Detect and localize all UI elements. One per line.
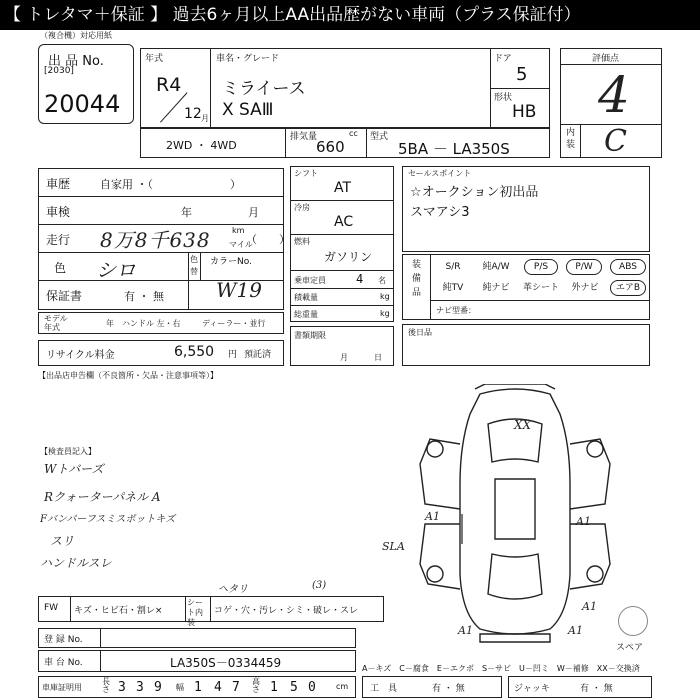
aircon-value: AC	[334, 214, 354, 230]
equip-leather: 革シート	[522, 283, 559, 293]
color-value: シロ	[96, 258, 136, 282]
mileage-label: 走行	[46, 233, 71, 247]
shift-value: AT	[334, 180, 352, 196]
mark-a1-rear-right: A1	[582, 600, 597, 613]
capacity-value: 4	[356, 272, 364, 286]
color-code-label: カラーNo.	[210, 257, 252, 267]
inspector-note-2: Rクォーターパネル A	[44, 490, 161, 504]
sales-point-label: セールスポイント	[408, 169, 472, 178]
recycle-value: 6,550	[174, 344, 215, 360]
seat-mark-2: (3)	[312, 580, 327, 591]
drive-value: 2WD ・ 4WD	[166, 139, 237, 152]
recycle-unit: 円	[228, 350, 238, 360]
model-name: ミライース	[222, 79, 306, 99]
width-digit-1: 1	[194, 680, 202, 695]
inspector-header: 【検査員記入】	[40, 447, 96, 456]
auction-banner: 【 トレタマ＋保証 】 過去6ヶ月以上AA出品歴がない車両（プラス保証付）	[0, 0, 700, 30]
shape-label: 形状	[494, 93, 513, 103]
model-grade: X SAⅢ	[222, 100, 274, 120]
report-header: 【出品店申告欄（不良箇所・欠品・注意事項等）】	[38, 371, 218, 380]
doc-period-label: 書類期限	[294, 331, 326, 340]
tools-value: 有 ・ 無	[432, 684, 465, 694]
length-digit-2: 3	[136, 680, 144, 695]
mark-a1-rear: A1	[568, 624, 583, 637]
doors-value: 5	[516, 64, 528, 85]
color-change-label: 色替	[190, 255, 198, 276]
jack-value: 有 ・ 無	[580, 684, 613, 694]
equip-pw: P/W	[566, 259, 602, 275]
seat-mark-1: ヘタリ	[218, 584, 248, 595]
spare-tire-icon	[618, 606, 648, 636]
shape-value: HB	[512, 102, 537, 122]
equip-tv: 純TV	[442, 283, 464, 293]
mark-a1-right: A1	[576, 515, 591, 528]
weight-label: 総重量	[294, 310, 318, 319]
doc-period-day: 日	[374, 353, 382, 362]
displacement-value: 660	[316, 138, 345, 156]
chassis-value: LA350S－0334459	[170, 656, 282, 670]
mileage-value: 8万8千638	[100, 228, 211, 252]
interior-value: C	[604, 124, 627, 159]
damage-fw-label: FW	[44, 603, 59, 613]
year-label: 年式	[145, 54, 164, 64]
length-digit-3: 9	[154, 680, 162, 695]
model-label: 車名・グレード	[216, 54, 280, 64]
inspection-month-unit: 月	[248, 206, 259, 219]
month-unit: 月	[201, 114, 209, 123]
spare-label: スペア	[616, 643, 644, 653]
navi-model-label: ナビ型番：	[436, 306, 476, 315]
registration-row	[38, 628, 356, 648]
mileage-km: km	[232, 226, 245, 235]
inspection-year-unit: 年	[181, 206, 192, 219]
lot-label: 出 品 No.	[48, 54, 104, 69]
jack-label: ジャッキ	[514, 684, 550, 694]
equip-navi: 純ナビ	[482, 283, 510, 293]
cert-unit: cm	[336, 682, 349, 691]
interior-label: 内装	[566, 128, 576, 150]
tools-label: 工 具	[370, 684, 398, 694]
width-digit-3: 7	[232, 680, 240, 695]
year-value: R4	[156, 74, 182, 96]
inspector-note-4: スリ	[50, 534, 75, 548]
recycle-label: リサイクル料金	[46, 350, 115, 361]
chassis-label: 車 台 No.	[44, 658, 83, 668]
inspector-note-5: ハンドルスレ	[40, 556, 112, 570]
doc-period-month: 月	[340, 353, 348, 362]
width-digit-2: 4	[214, 680, 222, 695]
equip-airbag: エアB	[610, 280, 646, 296]
warranty-value: 有 ・ 無	[124, 290, 164, 303]
length-label: 長さ	[102, 677, 110, 694]
mileage-paren: （ ）	[246, 233, 290, 246]
aftermarket-label: 後日品	[408, 328, 432, 337]
score-label: 評価点	[592, 54, 620, 64]
model-year-unit: 年	[106, 319, 114, 328]
dealer-type: ディーラー・並行	[202, 319, 266, 328]
fuel-label: 燃料	[294, 237, 310, 246]
equipment-label: 装備品	[412, 260, 422, 298]
height-digit-1: 1	[270, 680, 278, 695]
height-label: 高さ	[252, 677, 260, 694]
height-digit-2: 5	[290, 680, 298, 695]
mark-a1-rear-left: A1	[458, 624, 473, 637]
load-unit: kg	[380, 292, 390, 301]
doors-label: ドア	[494, 54, 512, 64]
registration-label: 登 録 No.	[44, 635, 83, 645]
score-value: 4	[598, 66, 630, 124]
aftermarket-box	[402, 324, 650, 366]
recycle-deposit: 預託済	[244, 350, 272, 360]
length-digit-1: 3	[118, 680, 126, 695]
warranty-label: 保証書	[46, 289, 83, 303]
seat-items: コゲ・穴・汚レ・シミ・破レ・スレ	[214, 606, 359, 616]
type-value: 5BA － LA350S	[398, 140, 510, 158]
history-value: 自家用 ・（ ）	[100, 178, 241, 191]
sales-point-line2: スマアシ3	[410, 205, 470, 220]
damage-legend: A－キズ C－腐食 E－エクボ S－サビ U－凹ミ W－補修 XX－交換済	[362, 664, 640, 673]
equip-abs: ABS	[610, 259, 646, 275]
equip-alloy: 純A/W	[482, 262, 510, 272]
displacement-unit: cc	[349, 129, 358, 138]
inspection-label: 車検	[46, 205, 71, 219]
lot-code: [2030]	[44, 66, 74, 76]
color-code-value: W19	[216, 278, 263, 302]
equip-sr: S/R	[445, 262, 461, 272]
mark-sla: SLA	[382, 540, 405, 553]
damage-fw-items: キズ・ヒビ石・割レ×	[74, 606, 163, 616]
fuel-value: ガソリン	[324, 250, 373, 264]
history-label: 車歴	[46, 177, 71, 191]
displacement-label: 排気量	[290, 132, 318, 142]
capacity-unit: 名	[378, 276, 386, 285]
color-label: 色	[54, 261, 67, 275]
height-digit-3: 0	[308, 680, 316, 695]
aircon-label: 冷房	[294, 203, 310, 212]
mark-xx: XX	[514, 418, 532, 432]
shift-label: シフト	[294, 169, 318, 178]
mark-a1-left: A1	[425, 510, 440, 523]
inspector-note-1: Wトバーズ	[44, 462, 104, 476]
mileage-mile: マイル	[229, 240, 253, 249]
handle-side: ハンドル 左・右	[122, 319, 181, 328]
year-month: 12	[184, 106, 202, 122]
inspector-note-3: Fバンパーフスミスポットキズ	[40, 514, 176, 525]
width-label: 幅	[176, 683, 184, 692]
cert-label: 車庫証明用	[42, 683, 82, 692]
equip-ext-navi: 外ナビ	[571, 283, 599, 293]
seat-label: シート内装	[187, 598, 203, 627]
paper-note: （複合機）対応用紙	[40, 31, 112, 40]
lot-number: 20044	[44, 90, 121, 118]
equip-ps: P/S	[524, 259, 558, 275]
capacity-label: 乗車定員	[294, 276, 326, 285]
sales-point-line1: ☆オークション初出品	[410, 185, 539, 200]
model-year-label: モデル年式	[44, 314, 68, 332]
weight-unit: kg	[380, 309, 390, 318]
load-label: 積載量	[294, 293, 318, 302]
type-label: 型式	[370, 132, 389, 142]
